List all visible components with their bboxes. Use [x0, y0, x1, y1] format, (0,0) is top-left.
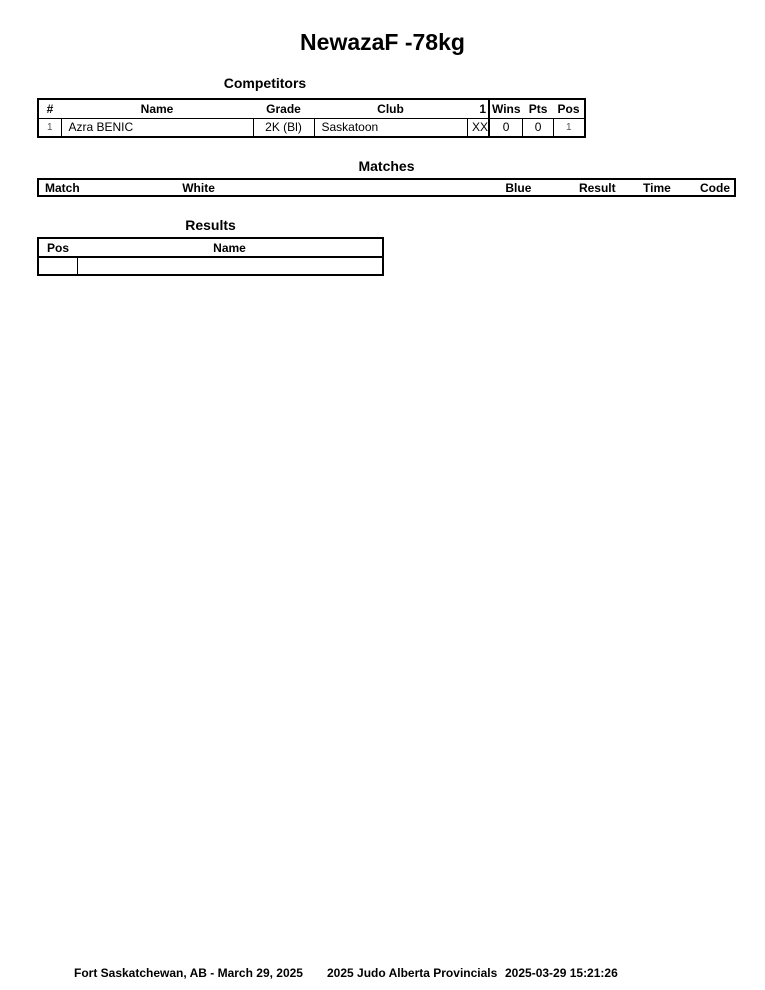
- col-result: Result: [578, 180, 616, 195]
- col-name: Name: [61, 99, 253, 118]
- competitor-num: 1: [46, 121, 53, 133]
- competitors-header-row: [38, 99, 585, 118]
- results-heading: Results: [185, 217, 236, 233]
- col-pts: Pts: [523, 99, 554, 118]
- table-row: [38, 118, 585, 137]
- results-table: [37, 237, 384, 276]
- matches-header-row: [38, 179, 735, 196]
- col-round-1: 1: [467, 99, 489, 118]
- competitor-name: Azra BENIC: [61, 118, 253, 137]
- col-club: Club: [314, 99, 467, 118]
- competitor-wins: 0: [489, 118, 523, 137]
- col-grade: Grade: [253, 99, 314, 118]
- footer-event: 2025 Judo Alberta Provincials: [327, 966, 498, 980]
- col-pos: Pos: [554, 99, 585, 118]
- competitor-round-1: XX: [467, 118, 489, 137]
- competitors-table: [37, 98, 586, 138]
- matches-heading: Matches: [358, 158, 415, 174]
- results-pos-cell: [38, 257, 77, 275]
- competitor-grade: 2K (Bl): [253, 118, 314, 137]
- results-header-row: [38, 238, 383, 257]
- matches-table: [37, 178, 736, 197]
- col-num: #: [38, 99, 61, 118]
- col-results-pos: Pos: [38, 238, 77, 257]
- col-blue: Blue: [505, 180, 532, 195]
- col-wins: Wins: [489, 99, 523, 118]
- footer-timestamp: 2025-03-29 15:21:26: [505, 966, 618, 980]
- table-row: [38, 257, 383, 275]
- competitor-pos: 1: [554, 118, 585, 137]
- col-code: Code: [700, 180, 730, 195]
- competitor-club: Saskatoon: [314, 118, 467, 137]
- competitor-pts: 0: [523, 118, 554, 137]
- col-match: Match: [45, 180, 80, 195]
- footer-location: Fort Saskatchewan, AB - March 29, 2025: [74, 966, 303, 980]
- col-time: Time: [643, 180, 671, 195]
- col-white: White: [182, 180, 215, 195]
- results-name-cell: [77, 257, 383, 275]
- col-results-name: Name: [77, 238, 383, 257]
- competitors-heading: Competitors: [223, 75, 307, 91]
- page-title: NewazaF -78kg: [300, 29, 465, 55]
